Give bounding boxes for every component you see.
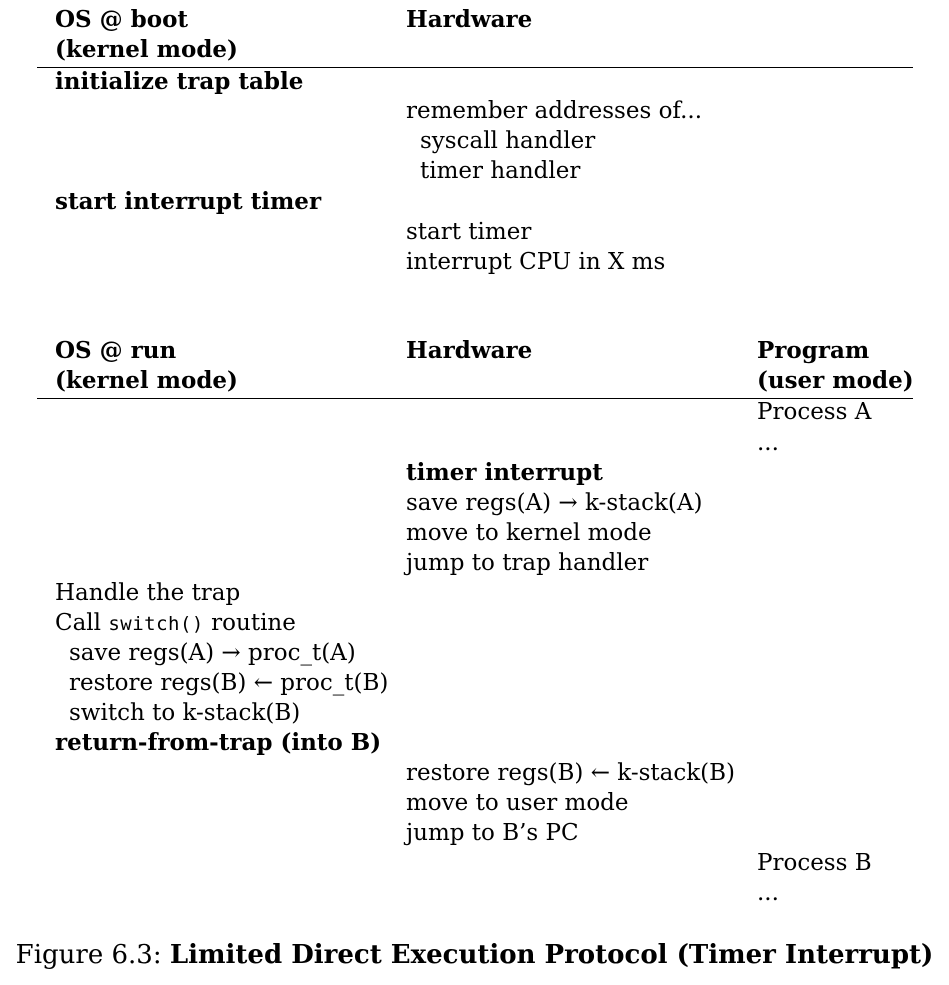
- run-program-header-line1: Program: [757, 337, 870, 364]
- run-hw-jump-trap: jump to trap handler: [406, 550, 649, 576]
- boot-os-initialize: initialize trap table: [55, 68, 304, 95]
- figure-caption-prefix: Figure 6.3:: [15, 940, 170, 970]
- run-hw-jump-pc: jump to B’s PC: [406, 820, 579, 846]
- run-os-call-suffix: routine: [203, 610, 296, 636]
- run-os-header-line1: OS @ run: [55, 337, 177, 364]
- run-hw-restore-regs: restore regs(B) ← k-stack(B): [406, 760, 736, 786]
- boot-hw-syscall-handler: syscall handler: [420, 128, 596, 154]
- switch-function-code: switch(): [108, 613, 204, 635]
- run-hw-timer-interrupt: timer interrupt: [406, 459, 603, 486]
- boot-os-start-timer: start interrupt timer: [55, 188, 322, 215]
- boot-hw-timer-handler: timer handler: [420, 158, 581, 184]
- boot-os-header-line2: (kernel mode): [55, 36, 238, 63]
- figure-caption-title: Limited Direct Execution Protocol (Timer Interrupt): [169, 940, 934, 970]
- run-hw-move-kernel: move to kernel mode: [406, 520, 652, 546]
- run-os-handle-trap: Handle the trap: [55, 580, 241, 606]
- run-os-header-line2: (kernel mode): [55, 367, 238, 394]
- boot-hw-interrupt-cpu: interrupt CPU in X ms: [406, 249, 666, 275]
- boot-hardware-header: Hardware: [406, 6, 533, 33]
- run-hardware-header: Hardware: [406, 337, 533, 364]
- run-program-header-line2: (user mode): [757, 367, 914, 394]
- run-os-switch-stack: switch to k-stack(B): [69, 700, 301, 726]
- run-hw-move-user: move to user mode: [406, 790, 629, 816]
- boot-hw-start-timer: start timer: [406, 219, 532, 245]
- run-os-restore-regs: restore regs(B) ← proc_t(B): [69, 670, 389, 696]
- run-prog-process-a: Process A: [757, 399, 872, 425]
- run-os-call-prefix: Call: [55, 610, 109, 636]
- run-hw-save-regs: save regs(A) → k-stack(A): [406, 490, 703, 516]
- boot-os-header-line1: OS @ boot: [55, 6, 189, 33]
- run-os-save-regs: save regs(A) → proc_t(A): [69, 640, 356, 666]
- run-prog-ellipsis-a: ...: [757, 430, 779, 456]
- run-prog-ellipsis-b: ...: [757, 880, 779, 906]
- run-os-call-switch: [55, 608, 296, 639]
- run-os-return-from-trap: return-from-trap (into B): [55, 729, 382, 756]
- run-prog-process-b: Process B: [757, 850, 872, 876]
- boot-hw-remember: remember addresses of...: [406, 98, 703, 124]
- figure-caption: [0, 937, 949, 973]
